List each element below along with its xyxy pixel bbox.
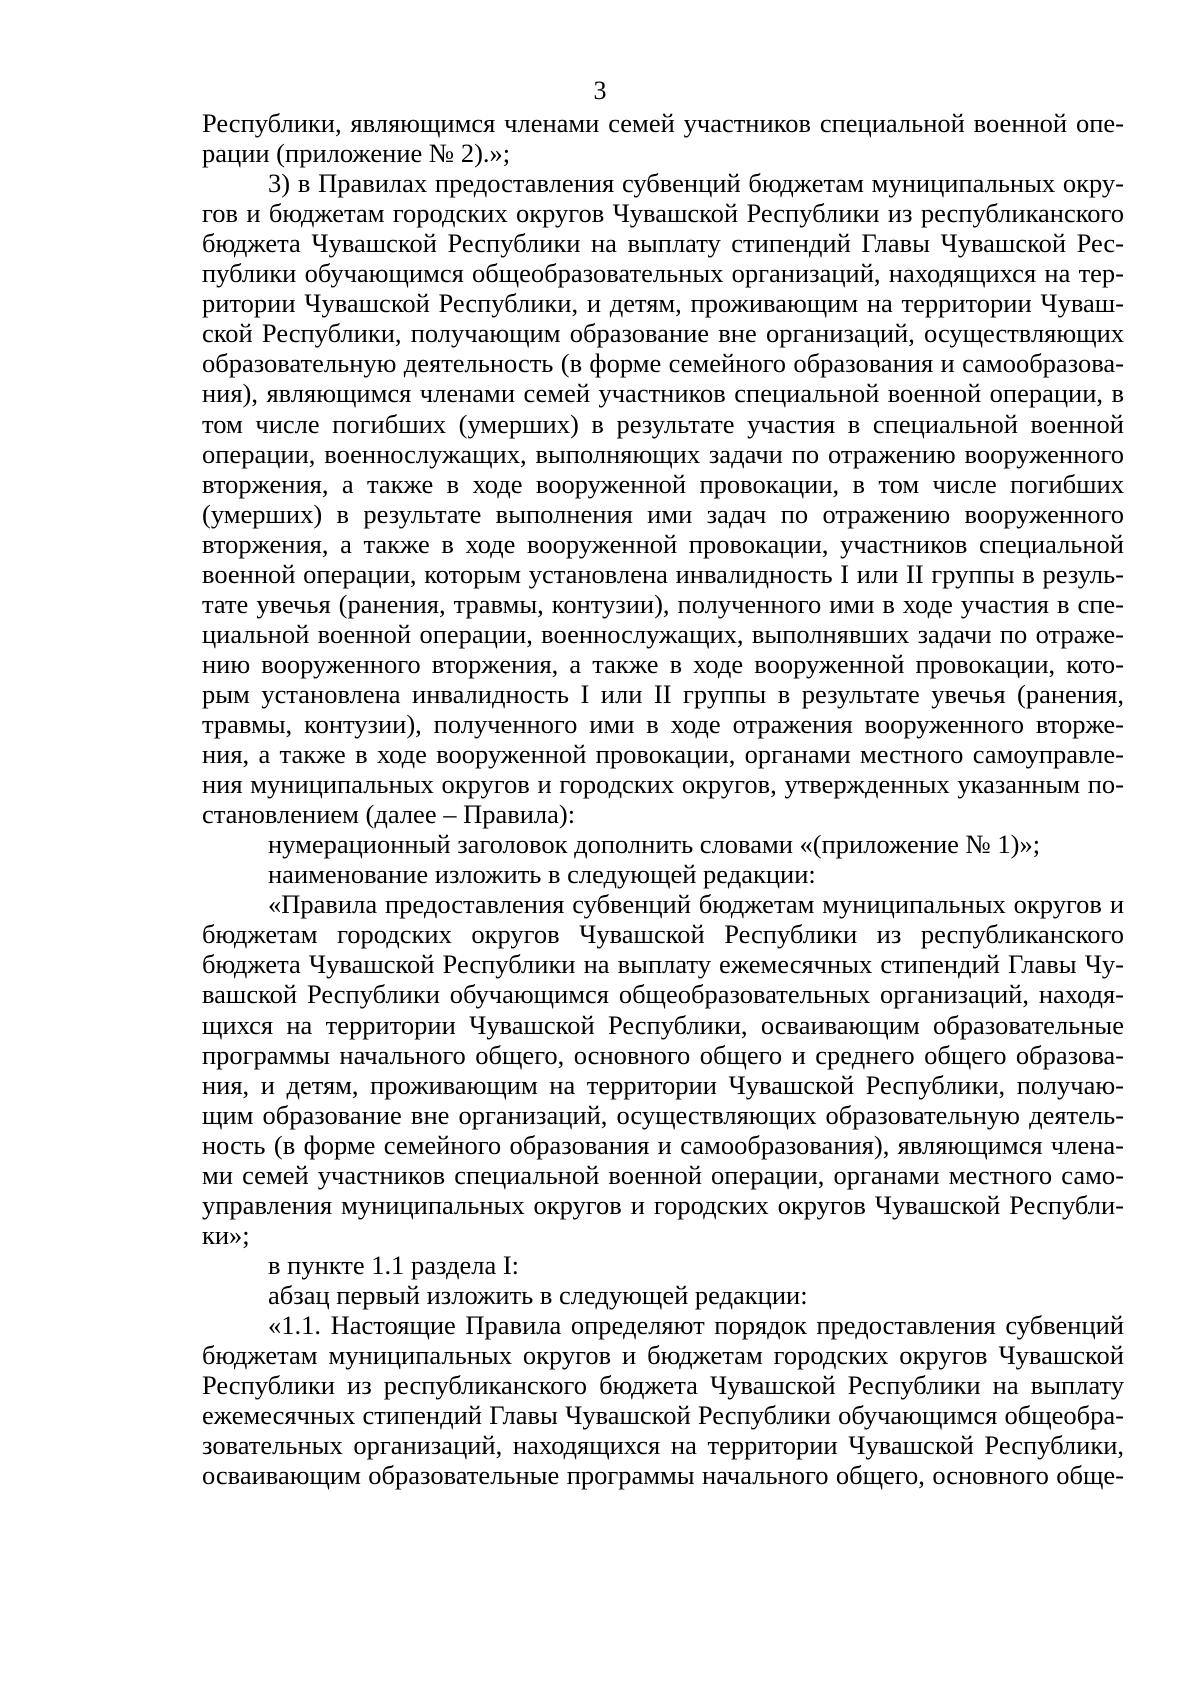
text-line: ность (в форме семейного образования и самообразования), являющимся члена- (202, 1129, 1124, 1160)
text-line: том числе погибших (умерших) в результате участия в специальной военной (202, 408, 1124, 439)
text-line: абзац первый изложить в следующей редакции: (268, 1279, 808, 1310)
text-line: щим образование вне организаций, осуществляющих образовательную деятель- (202, 1099, 1124, 1130)
text-line: ния), являющимся членами семей участников специальной военной операции, в (202, 378, 1124, 409)
text-line: рым установлена инвалидность I или II группы в результате увечья (ранения, (202, 678, 1124, 709)
text-line: Республики из республиканского бюджета Чувашской Республики на выплату (202, 1370, 1124, 1401)
text-line: тате увечья (ранения, травмы, контузии), полученного ими в ходе участия в спе- (202, 588, 1124, 619)
text-line: операции, военнослужащих, выполняющих задачи по отражению вооруженного (202, 438, 1124, 469)
text-line: «1.1. Настоящие Правила определяют порядок предоставления субвенций (268, 1310, 1124, 1340)
text-line: ки»; (202, 1219, 250, 1250)
text-line: 3) в Правилах предоставления субвенций бюджетам муниципальных окру- (268, 168, 1124, 199)
text-line: военной операции, которым установлена инвалидность I или II группы в резуль- (202, 558, 1124, 589)
text-line: ния, а также в ходе вооруженной провокации, органами местного самоуправле- (202, 739, 1124, 770)
text-line: наименование изложить в следующей редакции: (268, 859, 816, 890)
text-line: гов и бюджетам городских округов Чувашской Республики из республиканского (202, 198, 1124, 229)
text-line: управления муниципальных округов и городских округов Чувашской Республи- (202, 1189, 1124, 1220)
text-line: ритории Чувашской Республики, и детям, проживающим на территории Чуваш- (202, 288, 1124, 319)
text-line: «Правила предоставления субвенций бюджетам муниципальных округов и (268, 889, 1124, 920)
text-line: ния, и детям, проживающим на территории Чувашской Республики, получаю- (202, 1069, 1124, 1100)
text-line: бюджета Чувашской Республики на выплату ежемесячных стипендий Главы Чу- (202, 949, 1124, 980)
text-line: бюджета Чувашской Республики на выплату стипендий Главы Чувашской Рес- (202, 228, 1124, 259)
text-line: щихся на территории Чувашской Республики, осваивающим образовательные (202, 1009, 1124, 1040)
text-line: циальной военной операции, военнослужащих, выполнявших задачи по отраже- (202, 618, 1124, 649)
text-line: травмы, контузии), полученного ими в ходе отражения вооруженного вторже- (202, 709, 1124, 739)
page-number: 3 (593, 76, 607, 105)
text-line: становлением (далее – Правила): (202, 799, 576, 830)
text-line: ежемесячных стипендий Главы Чувашской Республики обучающимся общеобра- (202, 1400, 1124, 1431)
text-line: бюджетам городских округов Чувашской Республики из республиканского (202, 919, 1124, 950)
text-line: ми семей участников специальной военной операции, органами местного само- (202, 1159, 1124, 1190)
text-line: ской Республики, получающим образование вне организаций, осуществляющих (202, 318, 1124, 349)
text-line: зовательных организаций, находящихся на территории Чувашской Республики, (202, 1430, 1124, 1461)
text-line: образовательную деятельность (в форме семейного образования и самообразова- (202, 348, 1124, 379)
text-line: вашской Республики обучающимся общеобразовательных организаций, находя- (202, 979, 1124, 1010)
text-line: бюджетам муниципальных округов и бюджетам городских округов Чувашской (202, 1340, 1124, 1371)
text-line: публики обучающимся общеобразовательных организаций, находящихся на тер- (202, 258, 1124, 289)
text-line: рации (приложение № 2).»; (202, 138, 511, 169)
text-line: вторжения, а также в ходе вооруженной провокации, в том числе погибших (202, 468, 1124, 499)
text-line: нию вооруженного вторжения, а также в ходе вооруженной провокации, кото- (202, 648, 1124, 679)
text-line: (умерших) в результате выполнения ими задач по отражению вооруженного (202, 498, 1124, 529)
text-line: в пункте 1.1 раздела I: (268, 1249, 520, 1280)
text-line: осваивающим образовательные программы начального общего, основного обще- (202, 1460, 1124, 1491)
text-line: вторжения, а также в ходе вооруженной провокации, участников специальной (202, 528, 1124, 559)
text-line: программы начального общего, основного общего и среднего общего образова- (202, 1039, 1124, 1070)
text-line: ния муниципальных округов и городских округов, утвержденных указанным по- (202, 769, 1124, 800)
text-line: Республики, являющимся членами семей участников специальной военной опе- (202, 108, 1124, 138)
text-line: нумерационный заголовок дополнить словами «(приложение № 1)»; (268, 829, 1041, 860)
